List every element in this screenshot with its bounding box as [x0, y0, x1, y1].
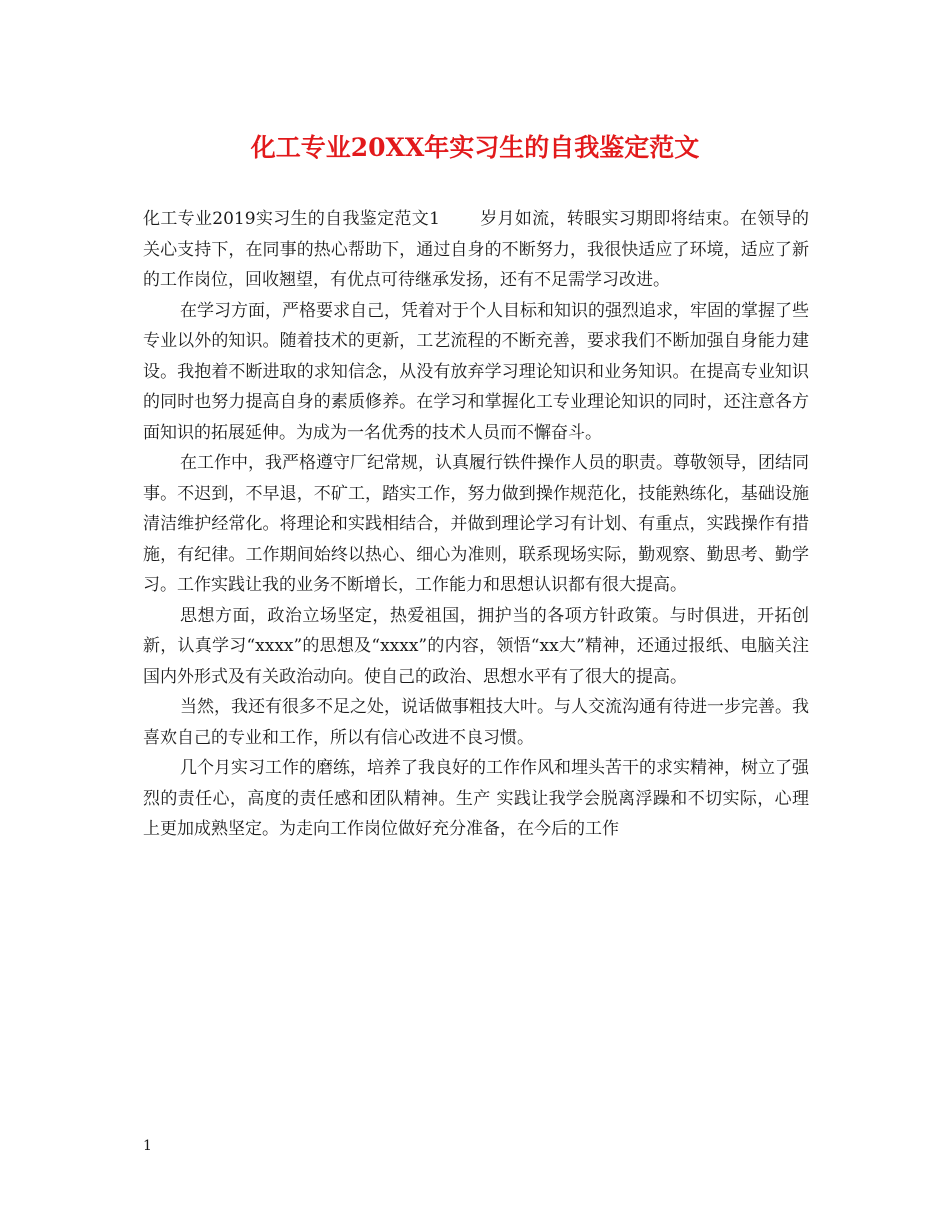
paragraph-5: 当然，我还有很多不足之处，说话做事粗技大叶。与人交流沟通有待进一步完善。我喜欢自己的专业和工作，所以有信心改进不良习惯。	[143, 697, 809, 748]
first-heading: 化工专业2019实习生的自我鉴定范文1	[143, 209, 440, 229]
page-number: 1	[143, 1138, 152, 1154]
paragraph-4: 思想方面，政治立场坚定，热爱祖国，拥护当的各项方针政策。与时俱进，开拓创新，认真学习“xxxx”的思想及“xxxx”的内容，领悟“xx大”精神，还通过报纸、电脑关注国内外形式及有关政治动向。使自己的政治、思想水平有了很大的提高。	[143, 605, 809, 687]
paragraph-6: 几个月实习工作的磨练，培养了我良好的工作作风和埋头苦干的求实精神，树立了强烈的责任心，高度的责任感和团队精神。生产 实践让我学会脱离浮躁和不切实际，心理上更加成熟坚定。为走向工作岗位做好充分准备，在今后的工作	[143, 758, 809, 839]
paragraph-1-text: 岁月如流，转眼实习期即将结束。在领导的关心支持下，在同事的热心帮助下，通过自身的不断努力，我很快适应了环境，适应了新的工作岗位，回收翘望，有优点可待继承发扬，还有不足需学习改进。	[143, 209, 809, 290]
document-body	[143, 204, 809, 845]
paragraph-1	[143, 204, 809, 296]
paragraph-2: 在学习方面，严格要求自己，凭着对于个人目标和知识的强烈追求，牢固的掌握了些专业以外的知识。随着技术的更新，工艺流程的不断充善，要求我们不断加强自身能力建设。我抱着不断进取的求知信念，从没有放弃学习理论知识和业务知识。在提高专业知识的同时也努力提高自身的素质修养。在学习和掌握化工专业理论知识的同时，还注意各方面知识的拓展延伸。为成为一名优秀的技术人员而不懈奋斗。	[143, 300, 809, 443]
document-title: 化工专业20XX年实习生的自我鉴定范文	[250, 133, 700, 162]
paragraph-3: 在工作中，我严格遵守厂纪常规，认真履行铁件操作人员的职责。尊敬领导，团结同事。不迟到，不早退，不矿工，踏实工作，努力做到操作规范化，技能熟练化，基础设施清洁维护经常化。将理论和实践相结合，并做到理论学习有计划、有重点，实践操作有措施，有纪律。工作期间始终以热心、细心为准则，联系现场实际，勤观察、勤思考、勤学习。工作实践让我的业务不断增长，工作能力和思想认识都有很大提高。	[143, 453, 809, 595]
